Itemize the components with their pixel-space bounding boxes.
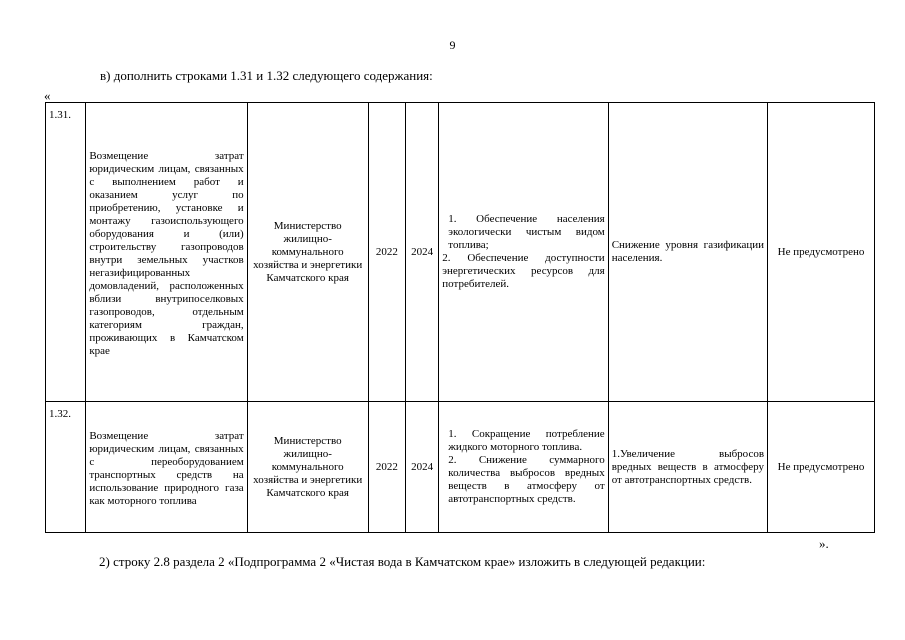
table-row (46, 402, 875, 533)
row-number: 1.32. (46, 402, 86, 533)
outro-text: 2) строку 2.8 раздела 2 «Подпрограмма 2 «Чистая вода в Камчатском крае» изложить в следующей редакции: (99, 554, 706, 569)
result-item: 1. Сокращение потребление жидкого моторного топлива. (448, 428, 605, 453)
link-cell: Не предусмотрено (768, 103, 875, 402)
intro-text: в) дополнить строками 1.31 и 1.32 следующего содержания: (100, 68, 433, 83)
amendment-table (45, 102, 875, 533)
results-cell (439, 402, 608, 533)
result-item: 2. Снижение суммарного количества выбросов вредных веществ в атмосферу от автотранспортных средств. (448, 454, 605, 505)
row-number: 1.31. (46, 103, 86, 402)
end-year-cell: 2024 (406, 103, 439, 402)
consequences-cell: Снижение уровня газификации населения. (608, 103, 767, 402)
result-item: 2. Обеспечение доступности энергетических ресурсов для потребителей. (442, 252, 605, 290)
page-number: 9 (449, 38, 456, 52)
link-cell: Не предусмотрено (768, 402, 875, 533)
executor-cell: Министерство жилищно-коммунального хозяйства и энергетики Камчатского края (247, 402, 368, 533)
closing-quote: ». (819, 536, 829, 551)
start-year-cell: 2022 (368, 402, 405, 533)
executor-cell: Министерство жилищно-коммунального хозяйства и энергетики Камчатского края (247, 103, 368, 402)
start-year-cell: 2022 (368, 103, 405, 402)
end-year-cell: 2024 (406, 402, 439, 533)
table-row (46, 103, 875, 402)
measure-cell: Возмещение затрат юридическим лицам, связанных с переоборудованием транспортных средств на использование природного газа как моторного топлива (86, 402, 247, 533)
result-item: 1. Обеспечение населения экологически чистым видом топлива; (448, 213, 605, 251)
opening-quote: « (44, 88, 51, 103)
results-cell (439, 103, 608, 402)
consequences-cell: 1.Увеличение выбросов вредных веществ в атмосферу от автотранспортных средств. (608, 402, 767, 533)
measure-cell: Возмещение затрат юридическим лицам, связанных с выполнением работ и оказанием услуг по приобретению, установке и монтажу газоиспользующего оборудования и (или) строительству газопроводов внутри земельных участков негазифицированных домовладений, расположенных вблизи внутрипоселковых газопроводов, отдельным категориям граждан, проживающих в Камчатском крае (86, 103, 247, 402)
